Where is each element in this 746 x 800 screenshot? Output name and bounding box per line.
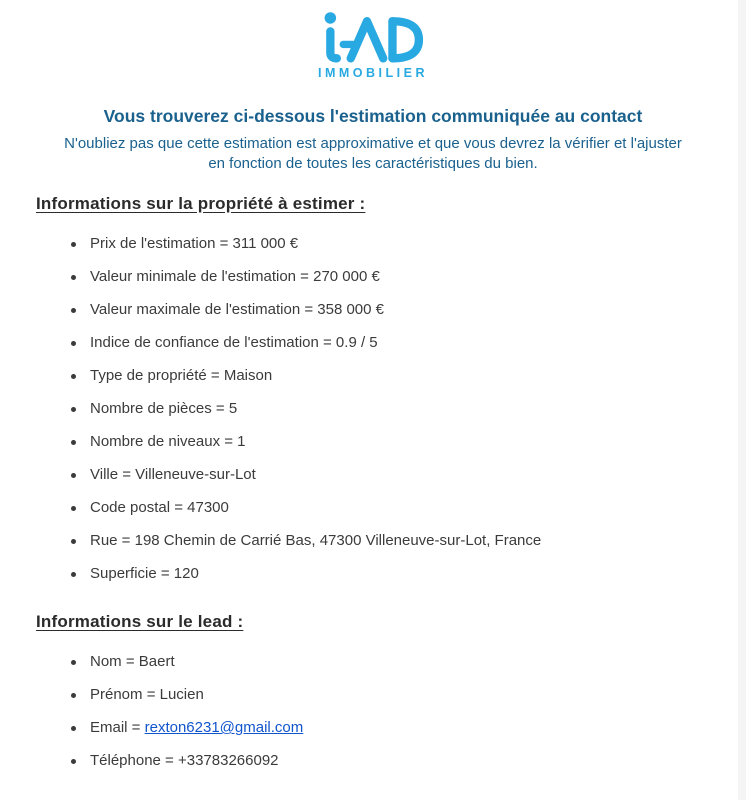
- list-item-text: Téléphone = +33783266092: [90, 752, 279, 769]
- list-item: Valeur minimale de l'estimation = 270 000 €: [70, 268, 746, 286]
- list-item-text: Prénom = Lucien: [90, 686, 204, 703]
- brand-logo: [0, 0, 746, 80]
- list-item-text: Nom = Baert: [90, 653, 175, 670]
- list-item: Ville = Villeneuve-sur-Lot: [70, 466, 746, 484]
- list-item: Nombre de pièces = 5: [70, 400, 746, 418]
- list-item: [70, 686, 746, 704]
- section-heading-property: Informations sur la propriété à estimer :: [36, 194, 366, 213]
- list-item: [70, 719, 746, 737]
- list-item: Indice de confiance de l'estimation = 0.9 / 5: [70, 334, 746, 352]
- disclaimer-text: N'oubliez pas que cette estimation est approximative et que vous devrez la vérifier et l'ajuster en fonction de toutes les caractéristiques du bien.: [64, 135, 682, 172]
- list-item: Superficie = 120: [70, 565, 746, 583]
- list-item: Code postal = 47300: [70, 499, 746, 517]
- iad-logo-icon: [322, 10, 424, 64]
- list-item: [70, 653, 746, 671]
- list-item: Type de propriété = Maison: [70, 367, 746, 385]
- list-item: [70, 752, 746, 770]
- list-item-text: Email =: [90, 719, 145, 736]
- list-item: Prix de l'estimation = 311 000 €: [70, 235, 746, 253]
- page-title: Vous trouverez ci-dessous l'estimation communiquée au contact: [103, 106, 643, 126]
- list-item: Rue = 198 Chemin de Carrié Bas, 47300 Villeneuve-sur-Lot, France: [70, 532, 746, 550]
- section-heading-lead: Informations sur le lead :: [36, 612, 244, 631]
- property-section: [0, 194, 746, 583]
- property-list: [0, 235, 746, 583]
- list-item: Valeur maximale de l'estimation = 358 000 €: [70, 301, 746, 319]
- email-link[interactable]: rexton6231@gmail.com: [144, 719, 304, 736]
- list-item: Nombre de niveaux = 1: [70, 433, 746, 451]
- logo-immobilier-text: IMMOBILIER: [318, 66, 428, 80]
- lead-section: [0, 612, 746, 770]
- lead-list: [0, 653, 746, 770]
